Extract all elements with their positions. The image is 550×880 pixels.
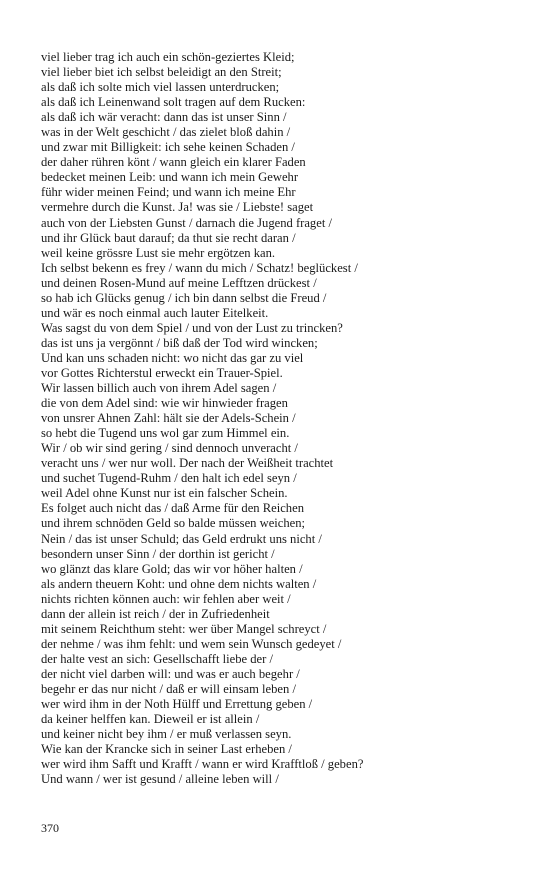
poem-line: so hebt die Tugend uns wol gar zum Himmel ein. xyxy=(41,426,290,441)
poem-line: dann der allein ist reich / der in Zufriedenheit xyxy=(41,606,270,621)
poem-line: und zwar mit Billigkeit: ich sehe keinen Schaden / xyxy=(41,140,295,155)
poem-line: Wie kan der Krancke sich in seiner Last erheben / xyxy=(41,742,292,757)
poem-line: der nehme / was ihm fehlt: und wem sein Wunsch gedeyet / xyxy=(41,636,342,651)
poem-line: von unsrer Ahnen Zahl: hält sie der Adels-Schein / xyxy=(41,411,296,426)
poem-line: Es folget auch nicht das / daß Arme für den Reichen xyxy=(41,501,304,516)
poem-line: viel lieber biet ich selbst beleidigt an den Streit; xyxy=(41,65,282,80)
poem-text xyxy=(41,50,531,787)
poem-line: Was sagst du von dem Spiel / und von der Lust zu trincken? xyxy=(41,320,343,335)
poem-line: und wär es noch einmal auch lauter Eitelkeit. xyxy=(41,305,269,320)
poem-line: führ wider meinen Feind; und wann ich meine Ehr xyxy=(41,185,296,200)
poem-line: was in der Welt geschicht / das zielet bloß dahin / xyxy=(41,125,291,140)
poem-line: der nicht viel darben will: und was er auch begehr / xyxy=(41,666,300,681)
poem-line: viel lieber trag ich auch ein schön-geziertes Kleid; xyxy=(41,50,295,64)
poem-line: nichts richten können auch: wir fehlen aber weit / xyxy=(41,591,291,606)
poem-line: als daß ich solte mich viel lassen unterdrucken; xyxy=(41,80,280,95)
poem-line: so hab ich Glücks genug / ich bin dann selbst die Freud / xyxy=(41,290,327,305)
poem-line: Ich selbst bekenn es frey / wann du mich / Schatz! beglückest / xyxy=(41,260,358,275)
poem-line: wo glänzt das klare Gold; das wir vor höher halten / xyxy=(41,561,303,576)
poem-line: mit seinem Reichthum steht: wer über Mangel schreyct / xyxy=(41,621,327,636)
poem-line: der halte vest an sich: Gesellschafft liebe der / xyxy=(41,651,273,666)
poem-line: und ihr Glück baut darauf; da thut sie recht daran / xyxy=(41,230,296,245)
poem-line: Nein / das ist unser Schuld; das Geld erdrukt uns nicht / xyxy=(41,531,322,546)
poem-line: Wir lassen billich auch von ihrem Adel sagen / xyxy=(41,381,277,396)
poem-line: und ihrem schnöden Geld so balde müssen weichen; xyxy=(41,516,306,531)
poem-line: und keiner nicht bey ihm / er muß verlassen seyn. xyxy=(41,727,292,742)
poem-line: weil keine grössre Lust sie mehr ergötzen kan. xyxy=(41,245,276,260)
poem-line: auch von der Liebsten Gunst / darnach die Jugend fraget / xyxy=(41,215,332,230)
poem-line: und deinen Rosen-Mund auf meine Lefftzen drückest / xyxy=(41,275,317,290)
poem-line: Und wann / wer ist gesund / alleine leben will / xyxy=(41,772,279,787)
poem-line: der daher rühren könt / wann gleich ein klarer Faden xyxy=(41,155,306,170)
poem-line: als andern theuern Koht: und ohne dem nichts walten / xyxy=(41,576,317,591)
poem-line: und suchet Tugend-Ruhm / den halt ich edel seyn / xyxy=(41,471,297,486)
poem-line: besondern unser Sinn / der dorthin ist gericht / xyxy=(41,546,275,561)
poem-line: veracht uns / wer nur woll. Der nach der Weißheit trachtet xyxy=(41,456,334,471)
poem-line: Wir / ob wir sind gering / sind dennoch unveracht / xyxy=(41,441,298,456)
poem-line: da keiner helffen kan. Dieweil er ist allein / xyxy=(41,712,260,727)
poem-line: als daß ich wär veracht: dann das ist unser Sinn / xyxy=(41,110,287,125)
poem-line: weil Adel ohne Kunst nur ist ein falscher Schein. xyxy=(41,486,288,501)
poem-line: vermehre durch die Kunst. Ja! was sie / Liebste! saget xyxy=(41,200,314,215)
poem-line: begehr er das nur nicht / daß er will einsam leben / xyxy=(41,681,296,696)
poem-line: bedecket meinen Leib: und wann ich mein Gewehr xyxy=(41,170,299,185)
poem-line: das ist uns ja vergönnt / biß daß der Tod wird wincken; xyxy=(41,335,318,350)
poem-line: als daß ich Leinenwand solt tragen auf dem Rucken: xyxy=(41,95,306,110)
poem-line: wer wird ihm Safft und Krafft / wann er wird Krafftloß / geben? xyxy=(41,757,364,772)
poem-line: Und kan uns schaden nicht: wo nicht das gar zu viel xyxy=(41,350,304,365)
poem-line: die von dem Adel sind: wie wir hinwieder fragen xyxy=(41,396,288,411)
poem-line: wer wird ihm in der Noth Hülff und Errettung geben / xyxy=(41,697,313,712)
page-number: 370 xyxy=(41,821,59,835)
poem-line: vor Gottes Richterstul erweckt ein Trauer-Spiel. xyxy=(41,365,283,380)
